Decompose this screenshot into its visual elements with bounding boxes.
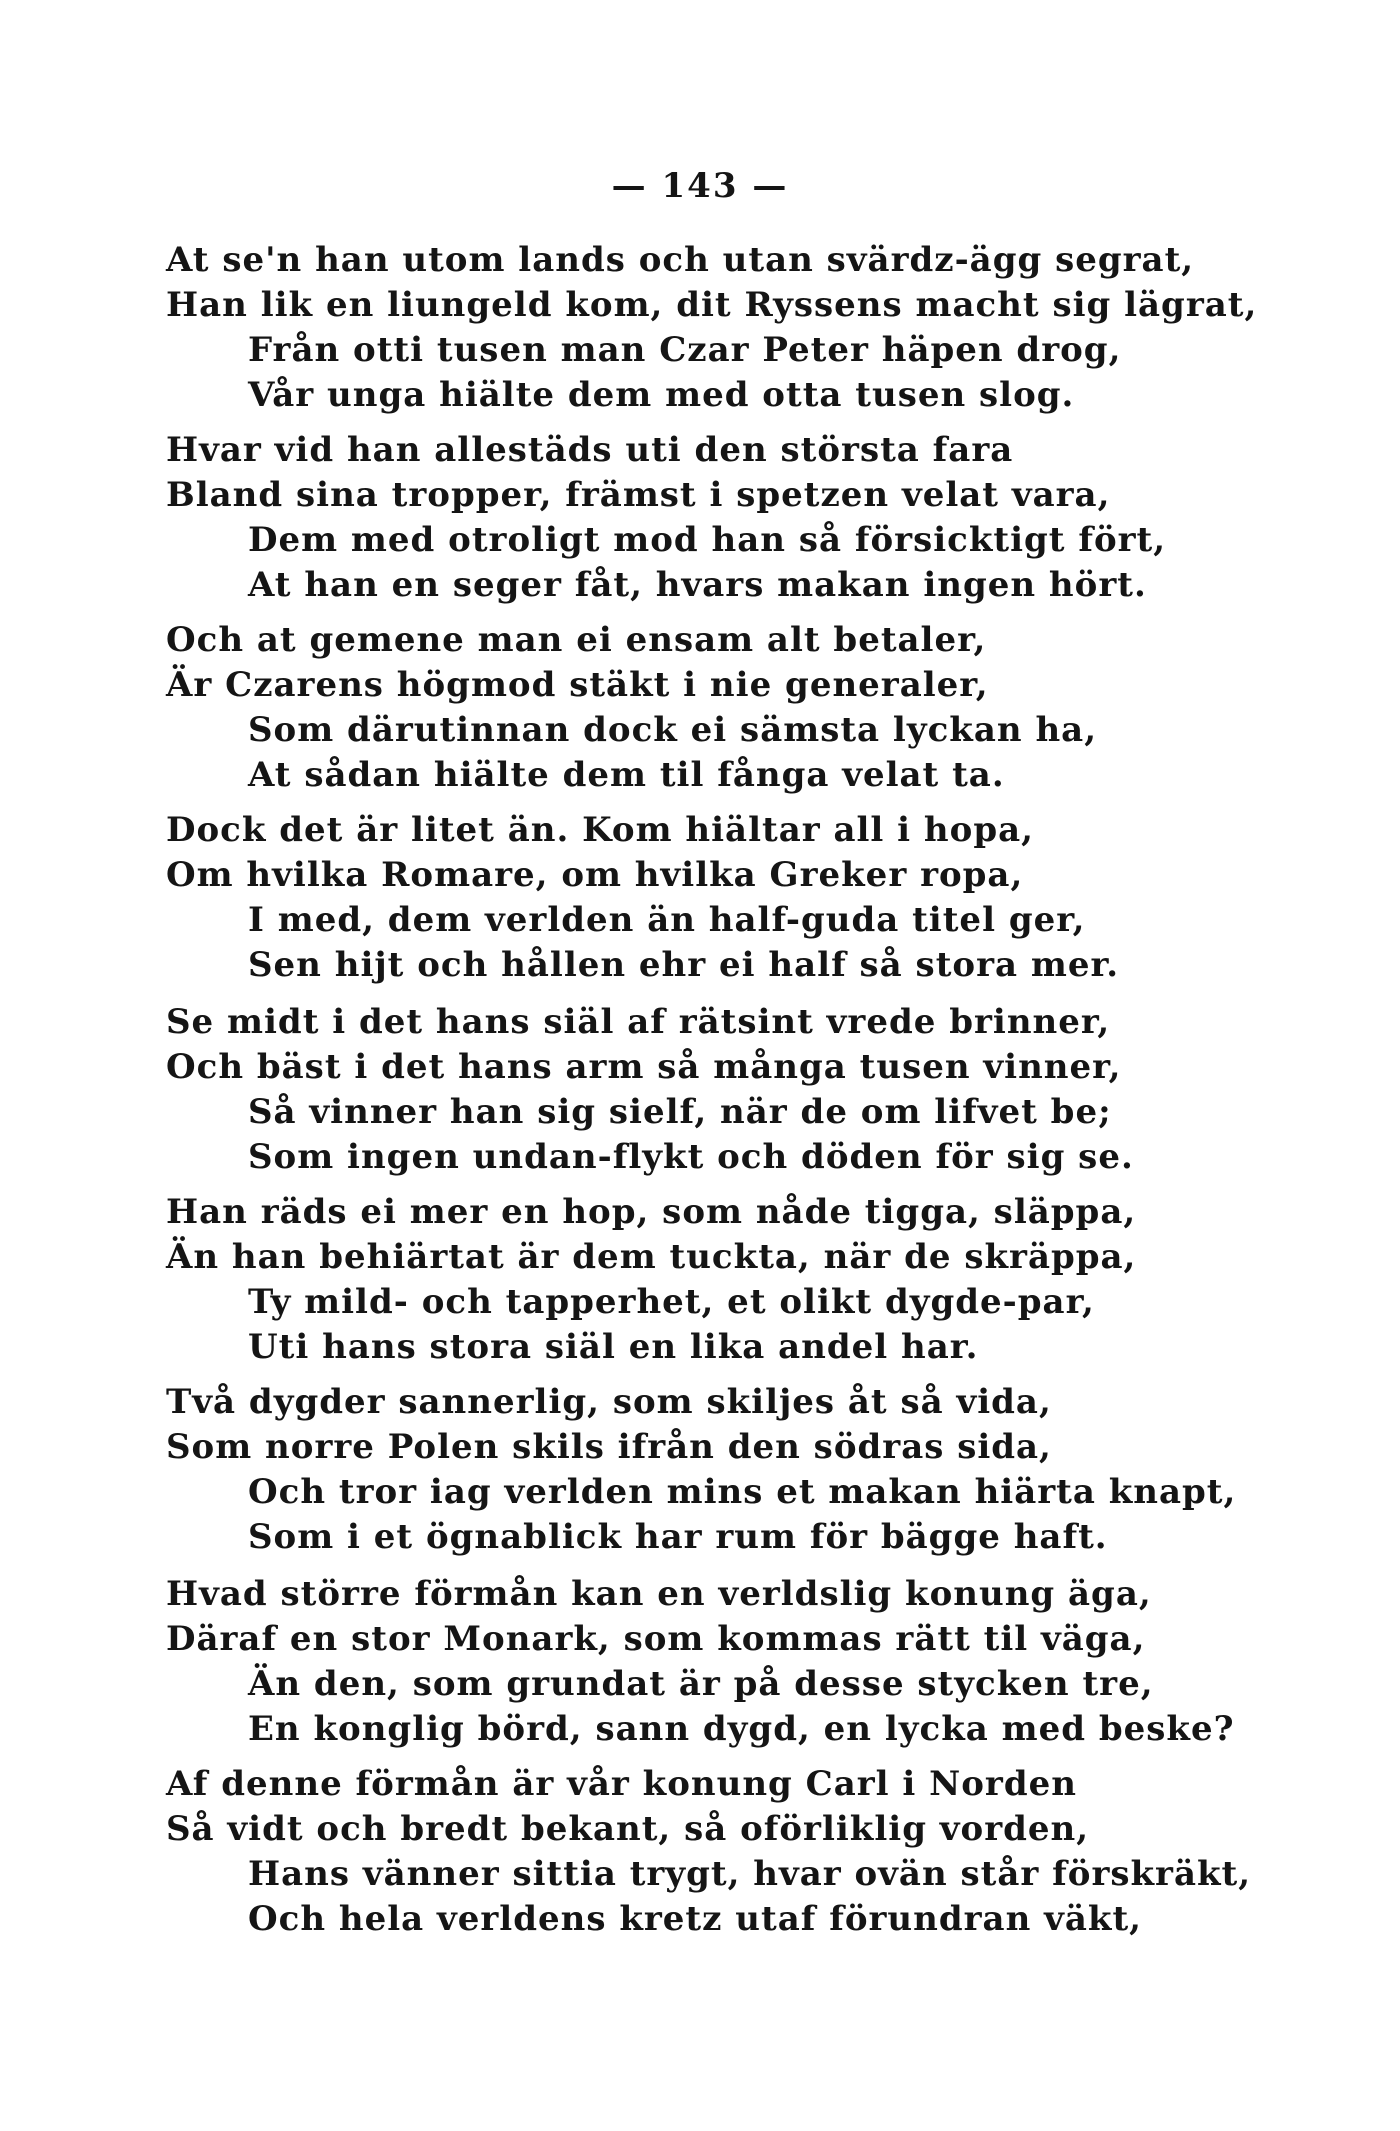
verse-line: Som därutinnan dock ei sämsta lyckan ha, bbox=[248, 710, 1098, 750]
verse-line: Och at gemene man ei ensam alt betaler, bbox=[166, 620, 987, 660]
verse-line: Han räds ei mer en hop, som nåde tigga, släppa, bbox=[166, 1192, 1137, 1232]
stanza-4 bbox=[166, 808, 1286, 988]
verse-line: Uti hans stora siäl en lika andel har. bbox=[248, 1327, 979, 1367]
verse-line: Hvad större förmån kan en verldslig konung äga, bbox=[166, 1574, 1152, 1614]
stanza-6 bbox=[166, 1190, 1286, 1370]
verse-line: Af denne förmån är vår konung Carl i Norden bbox=[166, 1764, 1077, 1804]
verse-line: Och tror iag verlden mins et makan hiärta knapt, bbox=[248, 1472, 1237, 1512]
verse-line: Bland sina tropper, främst i spetzen velat vara, bbox=[166, 475, 1111, 515]
verse-line: At han en seger fåt, hvars makan ingen hört. bbox=[248, 565, 1147, 605]
verse-line: Så vinner han sig sielf, när de om lifvet be; bbox=[248, 1092, 1112, 1132]
verse-line: Så vidt och bredt bekant, så oförliklig vorden, bbox=[166, 1809, 1090, 1849]
verse-line: Vår unga hiälte dem med otta tusen slog. bbox=[248, 375, 1075, 415]
verse-line: Som ingen undan-flykt och döden för sig se. bbox=[248, 1137, 1134, 1177]
verse-line: En konglig börd, sann dygd, en lycka med beske? bbox=[248, 1709, 1235, 1749]
verse-line: Sen hijt och hållen ehr ei half så stora mer. bbox=[248, 945, 1120, 985]
verse-line: Än han behiärtat är dem tuckta, när de skräppa, bbox=[166, 1237, 1137, 1277]
verse-line: Ty mild- och tapperhet, et olikt dygde-par, bbox=[248, 1282, 1095, 1322]
stanza-2 bbox=[166, 428, 1286, 608]
verse-line: Än den, som grundat är på desse stycken tre, bbox=[248, 1664, 1154, 1704]
stanza-3 bbox=[166, 618, 1286, 798]
stanza-1 bbox=[166, 238, 1286, 418]
verse-line: At sådan hiälte dem til fånga velat ta. bbox=[248, 755, 1005, 795]
verse-line: Om hvilka Romare, om hvilka Greker ropa, bbox=[166, 855, 1024, 895]
stanza-7 bbox=[166, 1380, 1286, 1560]
verse-line: Han lik en liungeld kom, dit Ryssens macht sig lägrat, bbox=[166, 285, 1258, 325]
verse-line: Däraf en stor Monark, som kommas rätt til väga, bbox=[166, 1619, 1146, 1659]
verse-line: Från otti tusen man Czar Peter häpen drog, bbox=[248, 330, 1122, 370]
verse-line: Hans vänner sittia trygt, hvar ovän står förskräkt, bbox=[248, 1854, 1252, 1894]
verse-line: Och bäst i det hans arm så många tusen vinner, bbox=[166, 1047, 1122, 1087]
verse-line: Som norre Polen skils ifrån den södras sida, bbox=[166, 1427, 1052, 1467]
verse-line: Som i et ögnablick har rum för bägge haft. bbox=[248, 1517, 1108, 1557]
verse-line: Dem med otroligt mod han så försicktigt fört, bbox=[248, 520, 1167, 560]
stanza-8 bbox=[166, 1572, 1286, 1752]
verse-line: Och hela verldens kretz utaf förundran väkt, bbox=[248, 1899, 1143, 1939]
verse-line: Se midt i det hans siäl af rätsint vrede brinner, bbox=[166, 1002, 1111, 1042]
verse-line: I med, dem verlden än half-guda titel ger, bbox=[248, 900, 1086, 940]
page-number: — 143 — bbox=[611, 166, 789, 206]
verse-line: Är Czarens högmod stäkt i nie generaler, bbox=[166, 665, 989, 705]
verse-line: Dock det är litet än. Kom hiältar all i hopa, bbox=[166, 810, 1034, 850]
verse-line: Två dygder sannerlig, som skiljes åt så vida, bbox=[166, 1382, 1052, 1422]
verse-line: Hvar vid han allestäds uti den största fara bbox=[166, 430, 1014, 470]
stanza-9 bbox=[166, 1762, 1286, 1942]
verse-line: At se'n han utom lands och utan svärdz-ägg segrat, bbox=[166, 240, 1195, 280]
stanza-5 bbox=[166, 1000, 1286, 1180]
